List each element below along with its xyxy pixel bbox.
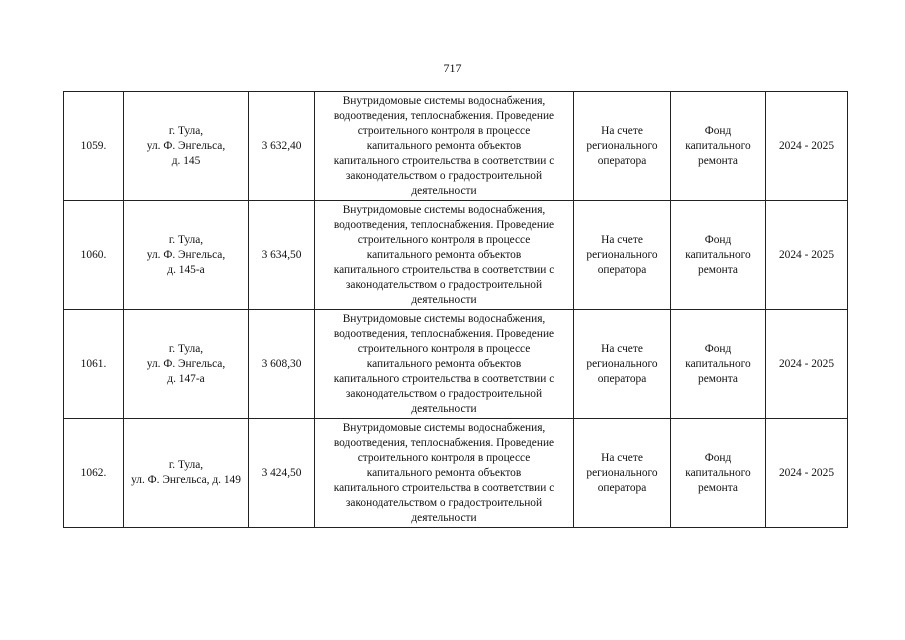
period-cell: 2024 - 2025 bbox=[766, 201, 848, 310]
registry-table bbox=[63, 91, 848, 528]
work-type-cell bbox=[315, 92, 574, 201]
account-cell bbox=[574, 419, 671, 528]
work-type-line: строительного контроля в процессе bbox=[357, 451, 531, 464]
account-cell bbox=[574, 201, 671, 310]
work-type-line: Внутридомовые системы водоснабжения, bbox=[342, 421, 546, 434]
funding-source-line: Фонд bbox=[704, 342, 732, 355]
work-type-line: водоотведения, теплоснабжения. Проведение bbox=[333, 436, 555, 449]
account-line: оператора bbox=[597, 481, 647, 494]
work-type-cell bbox=[315, 201, 574, 310]
address-line: ул. Ф. Энгельса, bbox=[146, 248, 226, 261]
address-line: г. Тула, bbox=[168, 233, 204, 246]
address-line: г. Тула, bbox=[168, 124, 204, 137]
address-line: д. 147-а bbox=[167, 372, 205, 385]
table-row bbox=[64, 419, 848, 528]
work-type-cell bbox=[315, 310, 574, 419]
work-type-line: строительного контроля в процессе bbox=[357, 124, 531, 137]
work-type-line: капитального ремонта объектов bbox=[366, 248, 522, 261]
account-line: регионального bbox=[586, 466, 658, 479]
address-line: г. Тула, bbox=[168, 342, 204, 355]
funding-source-line: ремонта bbox=[698, 372, 738, 385]
amount-cell: 3 634,50 bbox=[249, 201, 315, 310]
period-cell: 2024 - 2025 bbox=[766, 419, 848, 528]
funding-source-cell bbox=[671, 201, 766, 310]
address-line: д. 145 bbox=[171, 154, 201, 167]
row-number-cell: 1062. bbox=[64, 419, 124, 528]
address-cell bbox=[124, 201, 249, 310]
table-row bbox=[64, 201, 848, 310]
funding-source-line: ремонта bbox=[698, 154, 738, 167]
work-type-line: деятельности bbox=[411, 293, 477, 306]
work-type-line: капитального ремонта объектов bbox=[366, 357, 522, 370]
account-line: На счете bbox=[601, 124, 643, 137]
account-line: регионального bbox=[586, 357, 658, 370]
account-line: регионального bbox=[586, 248, 658, 261]
address-line: ул. Ф. Энгельса, bbox=[146, 357, 226, 370]
account-line: оператора bbox=[597, 154, 647, 167]
account-line: На счете bbox=[601, 233, 643, 246]
account-line: оператора bbox=[597, 263, 647, 276]
funding-source-line: капитального bbox=[685, 248, 751, 261]
amount-cell: 3 632,40 bbox=[249, 92, 315, 201]
address-line: ул. Ф. Энгельса, bbox=[146, 139, 226, 152]
funding-source-line: ремонта bbox=[698, 481, 738, 494]
work-type-line: законодательством о градостроительной bbox=[345, 387, 543, 400]
row-number-cell: 1060. bbox=[64, 201, 124, 310]
funding-source-line: капитального bbox=[685, 357, 751, 370]
row-number-cell: 1059. bbox=[64, 92, 124, 201]
account-line: оператора bbox=[597, 372, 647, 385]
work-type-line: законодательством о градостроительной bbox=[345, 169, 543, 182]
work-type-line: капитального строительства в соответствии с bbox=[333, 481, 555, 494]
account-cell bbox=[574, 92, 671, 201]
work-type-line: законодательством о градостроительной bbox=[345, 496, 543, 509]
address-cell bbox=[124, 92, 249, 201]
period-cell: 2024 - 2025 bbox=[766, 310, 848, 419]
amount-cell: 3 424,50 bbox=[249, 419, 315, 528]
work-type-line: деятельности bbox=[411, 184, 477, 197]
work-type-line: строительного контроля в процессе bbox=[357, 342, 531, 355]
funding-source-line: Фонд bbox=[704, 233, 732, 246]
work-type-line: строительного контроля в процессе bbox=[357, 233, 531, 246]
funding-source-line: капитального bbox=[685, 139, 751, 152]
address-line: ул. Ф. Энгельса, д. 149 bbox=[131, 474, 241, 486]
work-type-line: деятельности bbox=[411, 402, 477, 415]
work-type-line: деятельности bbox=[411, 511, 477, 524]
registry-table-body bbox=[64, 92, 848, 528]
work-type-line: капитального строительства в соответствии с bbox=[333, 263, 555, 276]
address-line: д. 145-а bbox=[167, 263, 205, 276]
funding-source-cell bbox=[671, 419, 766, 528]
account-line: На счете bbox=[601, 451, 643, 464]
work-type-line: водоотведения, теплоснабжения. Проведение bbox=[333, 109, 555, 122]
account-line: регионального bbox=[586, 139, 658, 152]
funding-source-cell bbox=[671, 310, 766, 419]
work-type-line: Внутридомовые системы водоснабжения, bbox=[342, 312, 546, 325]
address-cell bbox=[124, 419, 249, 528]
work-type-line: капитального ремонта объектов bbox=[366, 139, 522, 152]
funding-source-line: Фонд bbox=[704, 451, 732, 464]
account-line: На счете bbox=[601, 342, 643, 355]
funding-source-line: Фонд bbox=[704, 124, 732, 137]
work-type-line: законодательством о градостроительной bbox=[345, 278, 543, 291]
account-cell bbox=[574, 310, 671, 419]
work-type-line: водоотведения, теплоснабжения. Проведение bbox=[333, 218, 555, 231]
work-type-line: капитального ремонта объектов bbox=[366, 466, 522, 479]
work-type-cell bbox=[315, 419, 574, 528]
work-type-line: капитального строительства в соответствии с bbox=[333, 372, 555, 385]
funding-source-cell bbox=[671, 92, 766, 201]
work-type-line: водоотведения, теплоснабжения. Проведение bbox=[333, 327, 555, 340]
funding-source-line: ремонта bbox=[698, 263, 738, 276]
row-number-cell: 1061. bbox=[64, 310, 124, 419]
address-cell bbox=[124, 310, 249, 419]
work-type-line: капитального строительства в соответствии с bbox=[333, 154, 555, 167]
table-row bbox=[64, 310, 848, 419]
work-type-line: Внутридомовые системы водоснабжения, bbox=[342, 94, 546, 107]
work-type-line: Внутридомовые системы водоснабжения, bbox=[342, 203, 546, 216]
address-line: г. Тула, bbox=[168, 459, 204, 471]
page-number: 717 bbox=[443, 61, 462, 75]
period-cell: 2024 - 2025 bbox=[766, 92, 848, 201]
funding-source-line: капитального bbox=[685, 466, 751, 479]
table-row bbox=[64, 92, 848, 201]
amount-cell: 3 608,30 bbox=[249, 310, 315, 419]
